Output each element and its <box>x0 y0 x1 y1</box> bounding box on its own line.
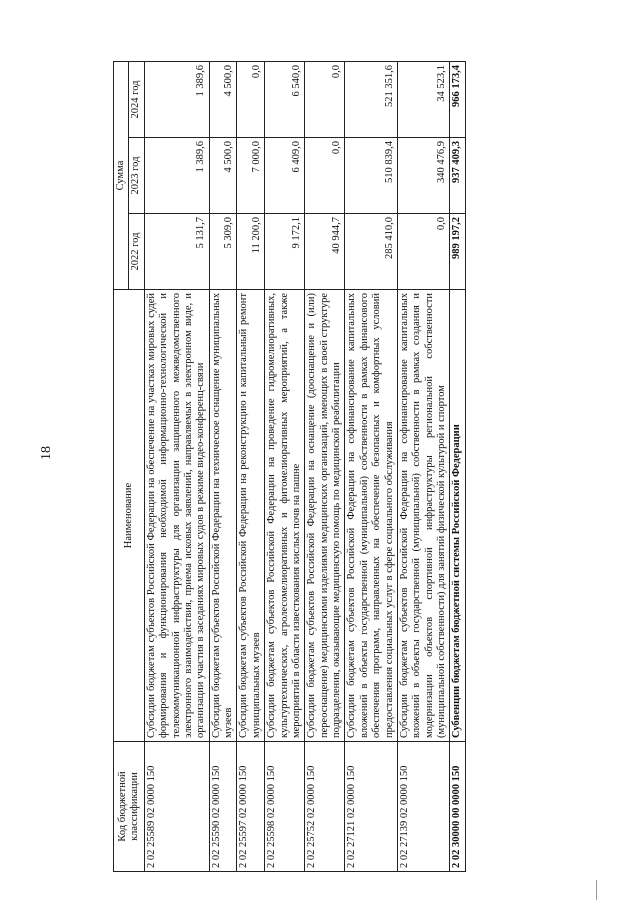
total-value-2023: 937 409,3 <box>450 138 465 214</box>
total-value-2022: 989 197,2 <box>450 214 465 290</box>
header-name: Наименование <box>114 290 145 742</box>
total-row <box>450 61 465 871</box>
row-value-2022: 40 944,7 <box>305 214 345 290</box>
row-name: Субсидии бюджетам субъектов Российской Федерации на софинансирование капитальных вложений в объекты государственной (муниципальной) собственности в рамках финансового обеспечения программ, направленных на обеспечение безопасных и комфортных условий предоставления социальных услуг в сфере социального обслуживания <box>345 290 398 742</box>
table-row <box>237 61 265 871</box>
row-value-2023: 340 476,9 <box>397 138 450 214</box>
row-code: 2 02 25598 02 0000 150 <box>265 742 305 872</box>
row-value-2022: 0,0 <box>397 214 450 290</box>
row-value-2024: 34 523,1 <box>397 61 450 137</box>
row-value-2024: 521 351,6 <box>345 61 398 137</box>
row-name: Субсидии бюджетам субъектов Российской Федерации на проведение гидромелиоративных, культуртехнических, агролесомелиоративных и фитомелиоративных мероприятий, а также мероприятий в области известкования кислых почв на пашне <box>265 290 305 742</box>
row-value-2022: 285 410,0 <box>345 214 398 290</box>
row-code: 2 02 27121 02 0000 150 <box>345 742 398 872</box>
total-code: 2 02 30000 00 0000 150 <box>450 742 465 872</box>
row-value-2024: 4 500,0 <box>209 61 237 137</box>
row-value-2023: 510 839,4 <box>345 138 398 214</box>
total-name: Субвенции бюджетам бюджетной системы Российской Федерации <box>450 290 465 742</box>
table-row <box>209 61 237 871</box>
total-value-2024: 966 173,4 <box>450 61 465 137</box>
header-year-2024: 2024 год <box>129 61 144 137</box>
budget-table <box>113 61 466 872</box>
row-name: Субсидии бюджетам субъектов Российской Федерации на оснащение (дооснащение и (или) переоснащение) медицинскими изделиями медицинских организаций, имеющих в своей структуре подразделения, оказывающие медицинскую помощь по медицинской реабилитации <box>305 290 345 742</box>
row-value-2024: 0,0 <box>305 61 345 137</box>
table-row <box>305 61 345 871</box>
row-code: 2 02 25752 02 0000 150 <box>305 742 345 872</box>
row-name: Субсидии бюджетам субъектов Российской Федерации на обеспечение на участках мировых судей формирования и функционирования необходимой информационно-технологической и телекоммуникационной инфраструктуры для организации защищенного межведомственного электронного взаимодействия, приема исковых заявлений, направляемых в электронном виде, и организации участия в заседаниях мировых судов в режиме видео-конференц-связи <box>144 290 209 742</box>
row-value-2023: 7 000,0 <box>237 138 265 214</box>
row-code: 2 02 27139 02 0000 150 <box>397 742 450 872</box>
page-edge-mark <box>596 880 597 900</box>
row-value-2024: 6 540,0 <box>265 61 305 137</box>
row-value-2024: 0,0 <box>237 61 265 137</box>
header-sum: Сумма <box>114 61 129 289</box>
header-code: Код бюджетной классификации <box>114 742 145 872</box>
table-row <box>265 61 305 871</box>
row-name: Субсидии бюджетам субъектов Российской Федерации на реконструкцию и капитальный ремонт муниципальных музеев <box>237 290 265 742</box>
table-row <box>397 61 450 871</box>
row-value-2023: 4 500,0 <box>209 138 237 214</box>
row-name: Субсидии бюджетам субъектов Российской Федерации на техническое оснащение муниципальных музеев <box>209 290 237 742</box>
row-value-2024: 1 389,6 <box>144 61 209 137</box>
row-value-2023: 0,0 <box>305 138 345 214</box>
row-name: Субсидии бюджетам субъектов Российской Федерации на софинансирование капитальных вложений в объекты государственной (муниципальной) собственности в рамках создания и модернизации объектов спортивной инфраструктуры региональной собственности (муниципальной собственности) для занятий физической культурой и спортом <box>397 290 450 742</box>
row-code: 2 02 25597 02 0000 150 <box>237 742 265 872</box>
row-value-2023: 1 389,6 <box>144 138 209 214</box>
budget-table-container <box>113 62 466 872</box>
row-value-2022: 11 200,0 <box>237 214 265 290</box>
table-row <box>144 61 209 871</box>
row-value-2022: 5 131,7 <box>144 214 209 290</box>
row-code: 2 02 25589 02 0000 150 <box>144 742 209 872</box>
row-value-2022: 9 172,1 <box>265 214 305 290</box>
header-year-2022: 2022 год <box>129 214 144 290</box>
header-year-2023: 2023 год <box>129 138 144 214</box>
row-value-2023: 6 409,0 <box>265 138 305 214</box>
table-row <box>345 61 398 871</box>
page-number: 18 <box>39 446 54 460</box>
row-value-2022: 5 309,0 <box>209 214 237 290</box>
row-code: 2 02 25590 02 0000 150 <box>209 742 237 872</box>
